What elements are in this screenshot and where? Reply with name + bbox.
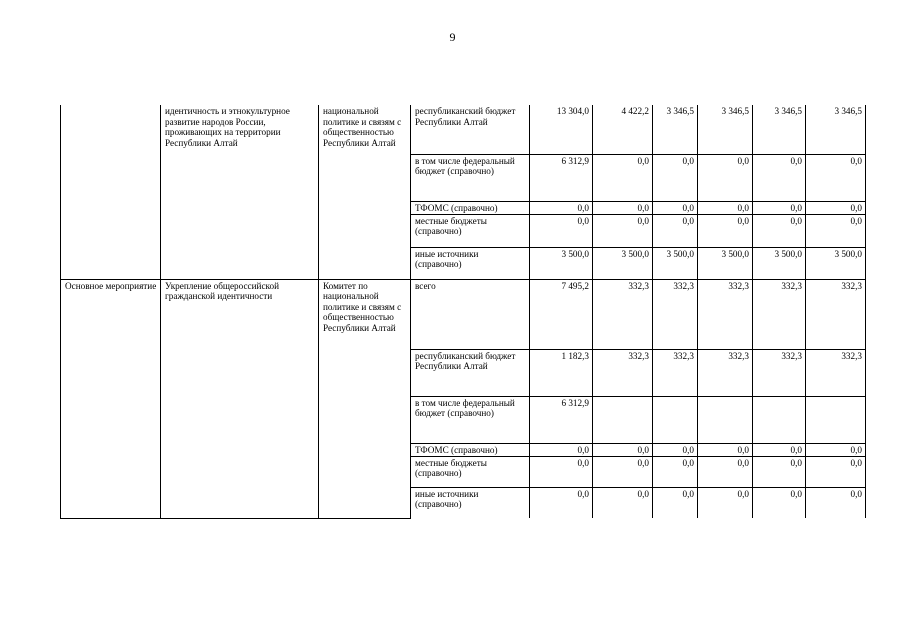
type-cell [61,105,161,279]
table-row [61,105,866,154]
value-cell: 332,3 [753,349,806,396]
value-cell: 0,0 [698,214,753,247]
value-cell: 3 346,5 [698,105,753,154]
value-cell: 3 500,0 [698,247,753,279]
value-cell [653,396,698,443]
source-cell: всего [411,279,530,349]
value-cell: 0,0 [698,443,753,456]
value-cell: 0,0 [593,456,653,487]
value-cell: 3 346,5 [806,105,866,154]
value-cell: 0,0 [753,154,806,201]
value-cell: 0,0 [753,456,806,487]
source-cell: ТФОМС (справочно) [411,201,530,214]
page-number: 9 [449,30,456,44]
value-cell: 332,3 [806,279,866,349]
executor-cell: национальной политике и связям с общественностью Республики Алтай [319,105,411,279]
value-cell: 3 346,5 [753,105,806,154]
value-cell: 332,3 [698,279,753,349]
value-cell: 0,0 [753,443,806,456]
source-cell: ТФОМС (справочно) [411,443,530,456]
value-cell: 0,0 [806,443,866,456]
value-cell: 0,0 [653,201,698,214]
value-cell: 0,0 [753,214,806,247]
value-cell: 0,0 [530,201,593,214]
value-cell: 3 500,0 [753,247,806,279]
value-cell: 13 304,0 [530,105,593,154]
value-cell: 0,0 [806,201,866,214]
value-cell: 332,3 [653,279,698,349]
value-cell: 0,0 [653,456,698,487]
value-cell: 6 312,9 [530,154,593,201]
source-cell: в том числе федеральный бюджет (справочно) [411,154,530,201]
value-cell: 0,0 [698,201,753,214]
value-cell: 0,0 [593,214,653,247]
activity-name-cell: Укрепление общероссийской гражданской идентичности [161,279,319,518]
value-cell: 332,3 [593,349,653,396]
value-cell: 0,0 [698,487,753,518]
value-cell: 0,0 [653,443,698,456]
value-cell: 0,0 [806,456,866,487]
executor-cell: Комитет по национальной политике и связям с общественностью Республики Алтай [319,279,411,518]
value-cell: 0,0 [530,214,593,247]
budget-table [60,105,866,519]
value-cell: 332,3 [593,279,653,349]
value-cell: 0,0 [698,456,753,487]
activity-name-cell: идентичность и этнокультурное развитие народов России, проживающих на территории Республики Алтай [161,105,319,279]
value-cell: 3 346,5 [653,105,698,154]
source-cell: иные источники (справочно) [411,487,530,518]
value-cell: 4 422,2 [593,105,653,154]
value-cell: 0,0 [653,487,698,518]
value-cell: 332,3 [653,349,698,396]
source-cell: республиканский бюджет Республики Алтай [411,105,530,154]
value-cell: 3 500,0 [806,247,866,279]
value-cell: 0,0 [806,487,866,518]
value-cell: 3 500,0 [593,247,653,279]
value-cell: 1 182,3 [530,349,593,396]
value-cell: 0,0 [530,443,593,456]
value-cell: 6 312,9 [530,396,593,443]
value-cell: 332,3 [753,279,806,349]
value-cell: 332,3 [698,349,753,396]
value-cell: 332,3 [806,349,866,396]
source-cell: иные источники (справочно) [411,247,530,279]
value-cell: 0,0 [593,201,653,214]
value-cell [753,396,806,443]
value-cell: 0,0 [593,154,653,201]
value-cell: 0,0 [653,214,698,247]
source-cell: республиканский бюджет Республики Алтай [411,349,530,396]
value-cell: 0,0 [653,154,698,201]
value-cell: 0,0 [530,456,593,487]
source-cell: местные бюджеты (справочно) [411,214,530,247]
value-cell: 0,0 [806,154,866,201]
value-cell: 0,0 [753,201,806,214]
type-cell: Основное мероприятие [61,279,161,518]
value-cell [593,396,653,443]
table-row [61,279,866,349]
value-cell [698,396,753,443]
value-cell: 0,0 [753,487,806,518]
value-cell: 7 495,2 [530,279,593,349]
value-cell: 0,0 [593,443,653,456]
source-cell: в том числе федеральный бюджет (справочно) [411,396,530,443]
value-cell: 0,0 [698,154,753,201]
value-cell [806,396,866,443]
value-cell: 3 500,0 [653,247,698,279]
source-cell: местные бюджеты (справочно) [411,456,530,487]
value-cell: 0,0 [530,487,593,518]
value-cell: 0,0 [593,487,653,518]
value-cell: 0,0 [806,214,866,247]
value-cell: 3 500,0 [530,247,593,279]
